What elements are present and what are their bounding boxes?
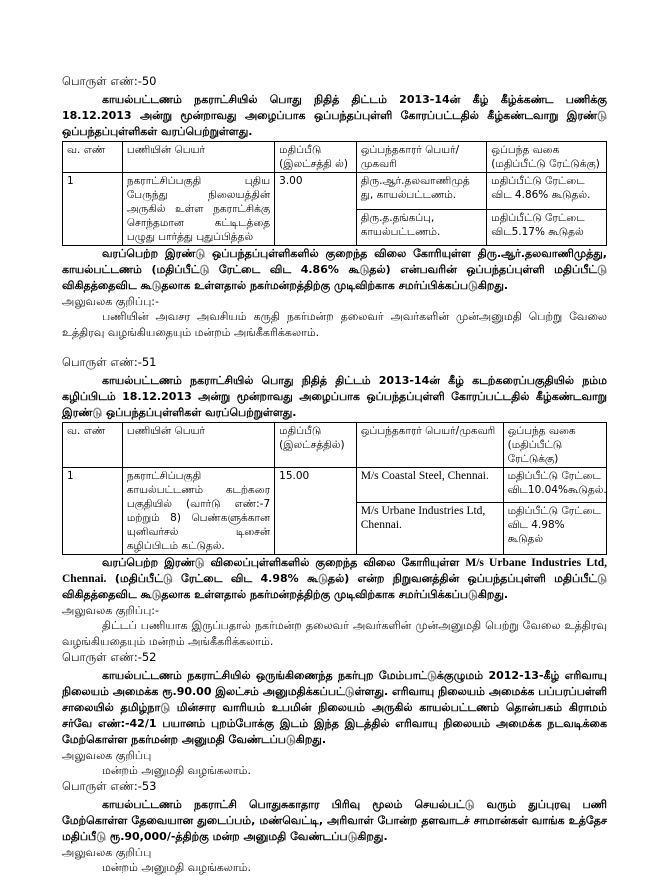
item-51-result-part-1: வரப்பெற்ற இரண்டு விலைப்புள்ளிகளில் குறைந்த விலை கோரியுள்ள: [102, 556, 460, 569]
item-52-subject: பொருள் எண்:-52: [62, 650, 157, 664]
header-rate-type: ஒப்பந்த வகை (மதிப்பீட்டு ரேட்டுக்கு): [503, 423, 606, 468]
item-51-note: திட்டப் பணியாக இருப்பதால் நகர்மன்ற தலைவர் அவர்களின் முன்அனுமதி பெற்று வேலை உத்திரவு வழங்கியதையும் மன்றம் அங்கீகரிக்கலாம்.: [62, 619, 607, 648]
header-contractor: ஒப்பந்தகாரர் பெயர்/முகவரி: [356, 142, 487, 173]
table-row: [63, 173, 607, 210]
item-53-note: மன்றம் அனுமதி வழங்கலாம்.: [102, 861, 251, 874]
item-53-subject: பொருள் எண்:-53: [62, 779, 157, 793]
header-contractor: ஒப்பந்தகாரர் பெயர்/முகவரி: [356, 423, 503, 468]
item-52-note: மன்றம் அனுமதி வழங்கலாம்.: [102, 764, 251, 777]
item-51-tender-table: [62, 422, 607, 555]
item-53-paragraph: காயல்பட்டணம் நகராட்சி பொதுசுகாதார பிரிவு மூலம் செயல்பட்டு வரும் துப்புரவு பணி மேற்கொள்ள தேவையான துடைப்பம், மண்வெட்டி, அரிவாள் போன்ற தளவாடச் சாமான்கள் வாங்க உத்தேச மதிப்பீடு ரூ.90,000/-த்திற்கு மன்ற அனுமதி வேண்டப்படுகிறது.: [62, 798, 607, 843]
cell-rate-2: மதிப்பீட்டு ரேட்டை விட 4.98% கூடுதல்: [503, 503, 606, 555]
header-amount: மதிப்பீடு (இலட்சத்தில்): [275, 423, 357, 468]
item-51-note-label: அலுவலக குறிப்பு:-: [62, 604, 159, 617]
cell-sno: 1: [63, 468, 123, 555]
item-50-result: வரப்பெற்ற இரண்டு ஒப்பந்தப்புள்ளிகளில் குறைந்த விலை கோரியுள்ள திரு.ஆர்.தலவாணிமுத்து, காயல்பட்டணம் (மதிப்பீட்டு ரேட்டை விட 4.86% கூடுதல்) என்பவரின் ஒப்பந்தப்புள்ளி மதிப்பீட்டு விகிதத்தைவிட கூடுதலாக உள்ளதால் நகர்மன்றத்திற்கு முடிவிற்காக சமர்ப்பிக்கப்படுகிறது.: [62, 247, 607, 292]
cell-rate-1: மதிப்பீட்டு ரேட்டை விட10.04%கூடுதல்.: [503, 468, 606, 503]
item-50-note-label: அலுவலக குறிப்பு:-: [62, 295, 159, 308]
item-51-result-part-2: (மதிப்பீட்டு ரேட்டை விட 4.98% கூடுதல்) என்ற நிறுவனத்தின் ஒப்பந்தப்புள்ளி மதிப்பீட்டு விகிதத்தைவிட கூடுதலாக உள்ளதால் நகர்மன்றத்திற்கு முடிவிற்காக சமர்ப்பிக்கப்படுகிறது.: [62, 572, 607, 601]
item-50-section: [62, 74, 607, 341]
item-50-tender-table: [62, 141, 607, 246]
table-row: [63, 468, 607, 503]
header-rate-type: ஒப்பந்த வகை (மதிப்பீட்டு ரேட்டுக்கு): [487, 142, 607, 173]
document-page: [62, 74, 607, 876]
item-51-section: [62, 355, 607, 650]
cell-contractor-2: திரு.த.தங்கப்பு, காயல்பட்டணம்.: [356, 209, 487, 246]
header-sno: வ. எண்: [63, 423, 123, 468]
item-53-section: [62, 779, 607, 876]
table-header-row: [63, 142, 607, 173]
header-sno: வ. எண்: [63, 142, 123, 173]
cell-contractor-1: M/s Coastal Steel, Chennai.: [356, 468, 503, 503]
cell-contractor-2: M/s Urbane Industries Ltd, Chennai.: [356, 503, 503, 555]
cell-work-name: நகராட்சிப்பகுதி காயல்பட்டணம் கடற்கரை பகுதியில் (வார்டு எண்:-7 மற்றும் 8) பெண்களுக்கான யுனிவர்சல் டிசைன் கழிப்பிடம் கட்டுதல்.: [122, 468, 274, 555]
item-51-subject: பொருள் எண்:-51: [62, 355, 157, 369]
cell-amount: 3.00: [275, 173, 357, 246]
item-50-subject: பொருள் எண்:-50: [62, 74, 157, 88]
item-52-paragraph: காயல்பட்டணம் நகராட்சியில் ஒருங்கிணைந்த நகர்புற மேம்பாட்டுக்குழுமம் 2012-13-கீழ் எரிவாயு நிலையம் அமைக்க ரூ.90.00 இலட்சம் அனுமதிக்கப்பட்டுள்ளது. எரிவாயு நிலையம் அமைக்க பப்பரப்பள்ளி சாலையில் தமிழ்நாடு மின்சார வாரியம் உபமின் நிலையம் அருகில் காயல்பட்டணம் தொன்பகம் கிராமம் சர்வே எண்:-42/1 பயானம் புறம்போக்கு இடம் இந்த இடத்தில் எரிவாயு நிலையம் அமைக்க நடவடிக்கை மேற்கொள்ள நகர்மன்ற அனுமதி வேண்டப்படுகிறது.: [62, 669, 607, 746]
item-51-result-company: M/s Urbane Industries Ltd, Chennai.: [62, 557, 607, 585]
item-50-paragraph: காயல்பட்டணம் நகராட்சியில் பொது நிதித் திட்டம் 2013-14ன் கீழ் கீழ்க்கண்ட பணிக்கு 18.12.2013 அன்று மூன்றாவது அழைப்பாக ஒப்பந்தப்புள்ளி கோரப்பட்டதில் கீழ்கண்டவாறு இரண்டு ஒப்பந்தப்புள்ளிகள் வரப்பெற்றுள்ளது.: [62, 93, 607, 138]
table-header-row: [63, 423, 607, 468]
item-51-result: [62, 555, 607, 603]
cell-rate-2: மதிப்பீட்டு ரேட்டை விட5.17% கூடுதல்: [487, 209, 607, 246]
item-50-note: பணியின் அவசர அவசியம் கருதி நகர்மன்ற தலைவர் அவர்களின் முன்அனுமதி பெற்று வேலை உத்திரவு வழங்கியதையும் மன்றம் அங்கீகரிக்கலாம்.: [62, 310, 607, 339]
header-work-name: பணியின் பெயர்: [122, 423, 274, 468]
item-51-paragraph: காயல்பட்டணம் நகராட்சியில் பொது நிதித் திட்டம் 2013-14ன் கீழ் கடற்கரைப்பகுதியில் நம்ம கழிப்பிடம் 18.12.2013 அன்று மூன்றாவது அழைப்பாக ஒப்பந்தப்புள்ளி கோரப்பட்டதில் கீழ்கண்டவாறு இரண்டு ஒப்பந்தப்புள்ளிகள் வரப்பெற்றுள்ளது.: [62, 374, 607, 419]
header-amount: மதிப்பீடு (இலட்சத்தி ல்): [275, 142, 357, 173]
cell-sno: 1: [63, 173, 123, 246]
header-work-name: பணியின் பெயர்: [122, 142, 274, 173]
item-52-note-label: அலுவலக குறிப்பு: [62, 749, 152, 762]
item-52-section: [62, 650, 607, 779]
cell-rate-1: மதிப்பீட்டு ரேட்டை விட 4.86% கூடுதல்.: [487, 173, 607, 210]
item-53-note-label: அலுவலக குறிப்பு: [62, 846, 152, 859]
cell-work-name: நகராட்சிப்பகுதி புதிய பேருந்து நிலையத்தின் அருகில் உள்ள நகராட்சிக்கு சொந்தமான கட்டிடத்தை பழுது பார்த்து புதுப்பித்தல்: [122, 173, 274, 246]
cell-amount: 15.00: [275, 468, 357, 555]
cell-contractor-1: திரு.ஆர்.தலவாணிமுத் து, காயல்பட்டணம்.: [356, 173, 487, 210]
